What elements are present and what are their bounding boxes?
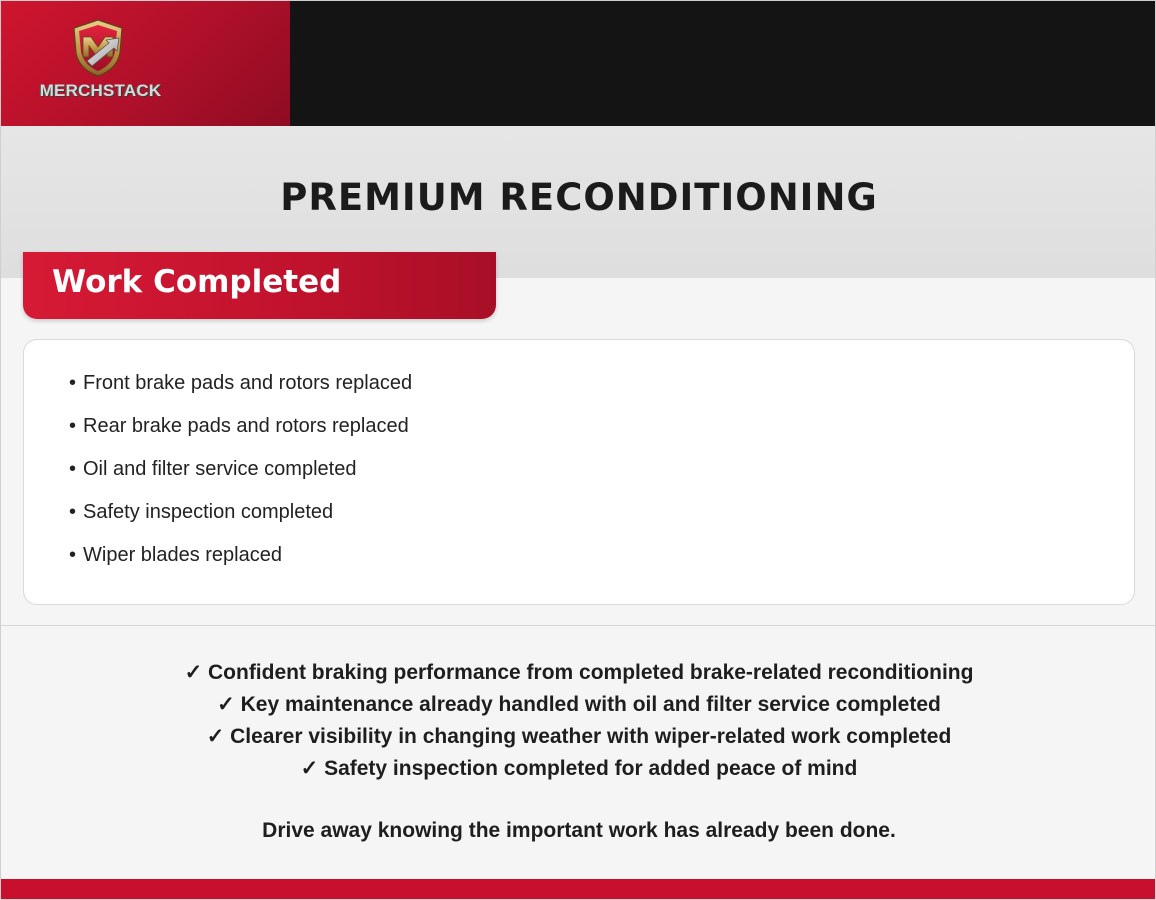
benefit-item: ✓ Key maintenance already handled with oil and filter service completed xyxy=(217,693,941,716)
section-title: Work Completed xyxy=(52,264,342,300)
list-item-label: Wiper blades replaced xyxy=(83,544,282,566)
benefits-list xyxy=(1,659,1156,787)
section-divider xyxy=(1,625,1155,626)
benefit-item: ✓ Clearer visibility in changing weather with wiper-related work completed xyxy=(206,725,952,748)
list-item-label: Front brake pads and rotors replaced xyxy=(83,372,413,394)
bullet-icon: • xyxy=(69,415,77,437)
shield-m-arrow-icon xyxy=(67,17,129,79)
benefit-item: ✓ Confident braking performance from completed brake-related reconditioning xyxy=(184,661,974,684)
logo-block xyxy=(1,1,290,126)
tagline: Drive away knowing the important work has already been done. xyxy=(262,819,896,842)
bullet-icon: • xyxy=(69,544,77,566)
brand-wordmark: MERCHSTACK xyxy=(39,81,162,100)
list-item xyxy=(69,371,412,414)
footer-bar xyxy=(1,879,1155,899)
bullet-icon: • xyxy=(69,458,77,480)
list-item xyxy=(69,414,412,457)
list-item xyxy=(69,543,412,586)
list-item xyxy=(69,457,412,500)
list-item-label: Rear brake pads and rotors replaced xyxy=(83,415,409,437)
list-item-label: Safety inspection completed xyxy=(83,501,334,523)
work-list xyxy=(69,371,412,586)
bullet-icon: • xyxy=(69,372,77,394)
list-item-label: Oil and filter service completed xyxy=(83,458,357,480)
page-title: PREMIUM RECONDITIONING xyxy=(280,176,878,219)
section-tab-work-completed xyxy=(23,252,496,319)
list-item xyxy=(69,500,412,543)
bullet-icon: • xyxy=(69,501,77,523)
benefit-item: ✓ Safety inspection completed for added peace of mind xyxy=(300,757,858,780)
work-completed-card xyxy=(23,339,1135,605)
header xyxy=(1,1,1155,126)
